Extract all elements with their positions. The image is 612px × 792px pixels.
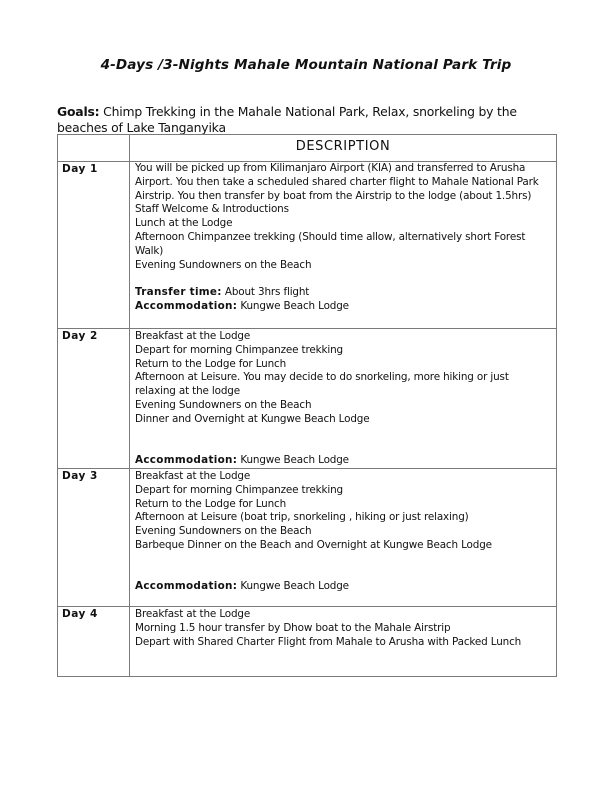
goals-label: Goals: xyxy=(57,104,100,119)
day-description xyxy=(130,469,556,594)
description-line: Return to the Lodge for Lunch xyxy=(135,357,287,370)
description-line: Afternoon at Leisure. You may decide to do snorkeling, more hiking or just relaxing at the lodge xyxy=(135,371,509,398)
day-description xyxy=(130,162,556,314)
description-line: Staff Welcome & Introductions xyxy=(135,203,289,216)
description-line: Dinner and Overnight at Kungwe Beach Lodge xyxy=(135,412,370,425)
description-line: Lunch at the Lodge xyxy=(135,217,233,230)
description-line: Evening Sundowners on the Beach xyxy=(135,525,312,538)
accommodation-value: Kungwe Beach Lodge xyxy=(240,299,349,312)
accommodation-line xyxy=(135,454,552,468)
description-line: Afternoon at Leisure (boat trip, snorkeling , hiking or just relaxing) xyxy=(135,511,469,524)
blank-line xyxy=(135,272,552,286)
accommodation-label: Accommodation: xyxy=(135,580,238,593)
table-row-day-3 xyxy=(58,468,557,606)
blank-line xyxy=(135,553,552,581)
header-description-cell xyxy=(130,135,557,162)
day-description-cell xyxy=(130,606,557,676)
itinerary-table xyxy=(57,134,557,677)
accommodation-line xyxy=(135,300,552,314)
day-cell xyxy=(58,329,130,469)
table-header-row xyxy=(58,135,557,162)
table-row-day-2 xyxy=(58,329,557,469)
description-line: Depart for morning Chimpanzee trekking xyxy=(135,483,343,496)
day-label: Day 4 xyxy=(62,607,98,620)
transfer-time-line xyxy=(135,286,552,300)
day-label: Day 1 xyxy=(62,163,98,175)
description-line: Morning 1.5 hour transfer by Dhow boat to the Mahale Airstrip xyxy=(135,621,451,634)
description-line: Depart with Shared Charter Flight from Mahale to Arusha with Packed Lunch xyxy=(135,635,522,648)
day-description xyxy=(130,607,556,649)
description-line: Afternoon Chimpanzee trekking (Should time allow, alternatively short Forest Walk) xyxy=(135,230,526,257)
description-line: You will be picked up from Kilimanjaro Airport (KIA) and transferred to Arusha Airport. You then take a scheduled shared charter flight to Mahale National Park Airstrip. You then transfer by boat from the Airstrip to the lodge (about 1.5hrs) xyxy=(135,162,539,202)
transfer-time-value: About 3hrs flight xyxy=(224,286,310,299)
description-line: Evening Sundowners on the Beach xyxy=(135,258,312,271)
description-header: DESCRIPTION xyxy=(295,139,391,154)
accommodation-value: Kungwe Beach Lodge xyxy=(240,580,349,593)
accommodation-label: Accommodation: xyxy=(135,299,238,312)
description-line: Breakfast at the Lodge xyxy=(135,330,251,342)
day-description xyxy=(130,329,556,468)
description-line: Return to the Lodge for Lunch xyxy=(135,497,287,510)
day-label: Day 2 xyxy=(62,330,98,342)
description-line: Barbeque Dinner on the Beach and Overnight at Kungwe Beach Lodge xyxy=(135,538,492,551)
description-line: Breakfast at the Lodge xyxy=(135,607,251,620)
day-description-cell xyxy=(130,162,557,329)
accommodation-label: Accommodation: xyxy=(135,454,238,467)
header-empty-cell xyxy=(58,135,130,162)
blank-line xyxy=(135,427,552,455)
day-label: Day 3 xyxy=(62,469,98,482)
day-description-cell xyxy=(130,329,557,469)
description-line: Evening Sundowners on the Beach xyxy=(135,398,312,411)
day-cell xyxy=(58,606,130,676)
accommodation-value: Kungwe Beach Lodge xyxy=(240,454,349,467)
accommodation-line xyxy=(135,580,552,594)
day-cell xyxy=(58,162,130,329)
table-row-day-4 xyxy=(58,606,557,676)
transfer-time-label: Transfer time: xyxy=(135,286,222,299)
description-line: Breakfast at the Lodge xyxy=(135,469,251,482)
document-title: 4-Days /3-Nights Mahale Mountain National Park Trip xyxy=(100,57,512,73)
day-description-cell xyxy=(130,468,557,606)
goals-text: Chimp Trekking in the Mahale National Park, Relax, snorkeling by the beaches of Lake Tanganyika xyxy=(57,104,517,135)
description-line: Depart for morning Chimpanzee trekking xyxy=(135,343,343,356)
table-row-day-1 xyxy=(58,162,557,329)
day-cell xyxy=(58,468,130,606)
goals-paragraph xyxy=(57,104,557,135)
